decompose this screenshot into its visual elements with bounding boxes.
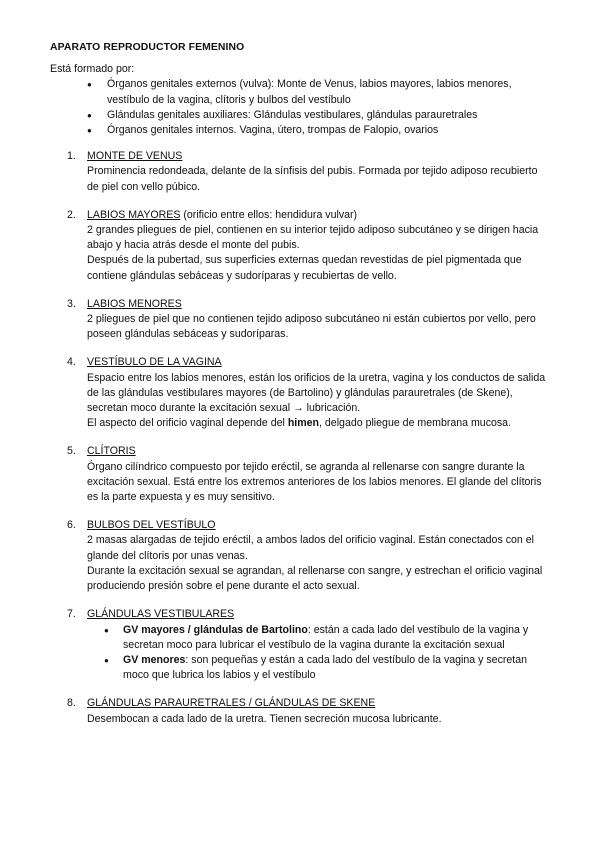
section-paragraph: 2 grandes pliegues de piel, contienen en su interior tejido adiposo subcutáneo y se dirigen hacia abajo y hacia atrás desde el monte del pubis. [87,224,539,252]
section-number: 2. [67,208,76,221]
section-heading: GLÁNDULAS VESTIBULARES [87,608,235,621]
section-monte-de-venus [50,149,550,195]
section-paragraph: Desembocan a cada lado de la uretra. Tienen secreción mucosa lubricante. [87,712,442,725]
section-number: 8. [67,697,76,710]
section-number: 1. [67,150,76,163]
document-title: APARATO REPRODUCTOR FEMENINO [50,42,245,53]
sub-bullet-list [87,623,550,684]
bold-term: GV menores [123,653,186,666]
section-paragraph: Durante la excitación sexual se agrandan, al rellenarse con sangre, y estrechan el orificio vaginal produciendo presión sobre el pene durante el acto sexual. [87,564,543,593]
section-heading: LABIOS MENORES [87,297,182,310]
section-heading-note: (orificio entre ellos: hendidura vulvar) [180,208,358,221]
section-number: 3. [67,297,76,310]
section-paragraph: Órgano cilíndrico compuesto por tejido eréctil, se agranda al rellenarse con sangre durante la excitación sexual. Está entre los extremos anteriores de los labios menores. El glande del clítoris es la parte expuesta y es muy sensitivo. [87,460,542,504]
section-number: 4. [67,356,76,369]
section-list [50,149,550,727]
document-page [50,40,550,740]
section-labios-mayores [50,208,550,284]
bold-term-himen: himen [287,417,320,430]
section-number: 5. [67,445,76,458]
section-labios-menores [50,297,550,343]
section-paragraph: 2 pliegues de piel que no contienen tejido adiposo subcutáneo ni están cubiertos por vello, pero poseen glándulas sebáceas y sudoríparas. [87,313,536,341]
list-item: ● Glándulas genitales auxiliares: Glándulas vestibulares, glándulas parauretrales [87,108,550,123]
section-heading: GLÁNDULAS PARAURETRALES / GLÁNDULAS DE SKENE [87,697,376,710]
text-run: : están a cada lado del vestíbulo de la vagina y secretan moco para lubricar el vestíbulo de la vagina durante la excitación sexual [123,623,529,651]
list-item [104,623,550,653]
intro-text: Está formado por: [50,63,135,76]
section-heading: MONTE DE VENUS [87,150,183,163]
section-clitoris [50,444,550,505]
section-paragraph: Prominencia redondeada, delante de la sínfisis del pubis. Formada por tejido adiposo recubierto de piel con vello púbico. [87,165,538,193]
text-run: El aspecto del orificio vaginal depende del [87,417,288,430]
section-heading: LABIOS MAYORES [87,208,181,221]
section-paragraph: Después de la pubertad, sus superficies externas quedan revestidas de piel pigmentada que contiene glándulas sebáceas y sudoríparas y recubiertas de vello. [87,254,522,282]
text-run: : son pequeñas y están a cada lado del vestíbulo de la vagina y secretan moco que lubrica los labios y el vestíbulo [123,653,528,682]
list-item: ● Órganos genitales internos. Vagina, útero, trompas de Falopio, ovarios [87,123,550,138]
section-number: 6. [67,519,76,532]
bold-term: GV mayores / glándulas de Bartolino [123,623,308,636]
section-glandulas-parauretrales [50,696,550,726]
section-paragraph: Espacio entre los labios menores, están los orificios de la uretra, vagina y los conductos de salida de las glándulas vestibulares mayores (de Bartolino) y glándulas parauretrales (de Skene), secretan moco durante la excitación sexual → lubricación. [87,371,546,415]
list-item: ● Órganos genitales externos (vulva): Monte de Venus, labios mayores, labios menores, vestíbulo de la vagina, clítoris y bulbos del vestíbulo [87,77,550,107]
section-paragraph-himen [87,416,550,431]
text-run: , delgado pliegue de membrana mucosa. [319,417,512,430]
section-number: 7. [67,608,76,621]
section-bulbos-vestibulo [50,518,550,594]
intro-bullet-list [50,77,550,138]
section-heading: BULBOS DEL VESTÍBULO [87,519,216,532]
section-vestibulo-vagina [50,355,550,431]
section-heading: CLÍTORIS [87,445,136,458]
section-paragraph: 2 masas alargadas de tejido eréctil, a ambos lados del orificio vaginal. Están conectados con el glande del clítoris por unas venas. [87,534,534,562]
section-heading: VESTÍBULO DE LA VAGINA [87,356,222,369]
section-glandulas-vestibulares [50,607,550,683]
list-item [104,653,550,683]
